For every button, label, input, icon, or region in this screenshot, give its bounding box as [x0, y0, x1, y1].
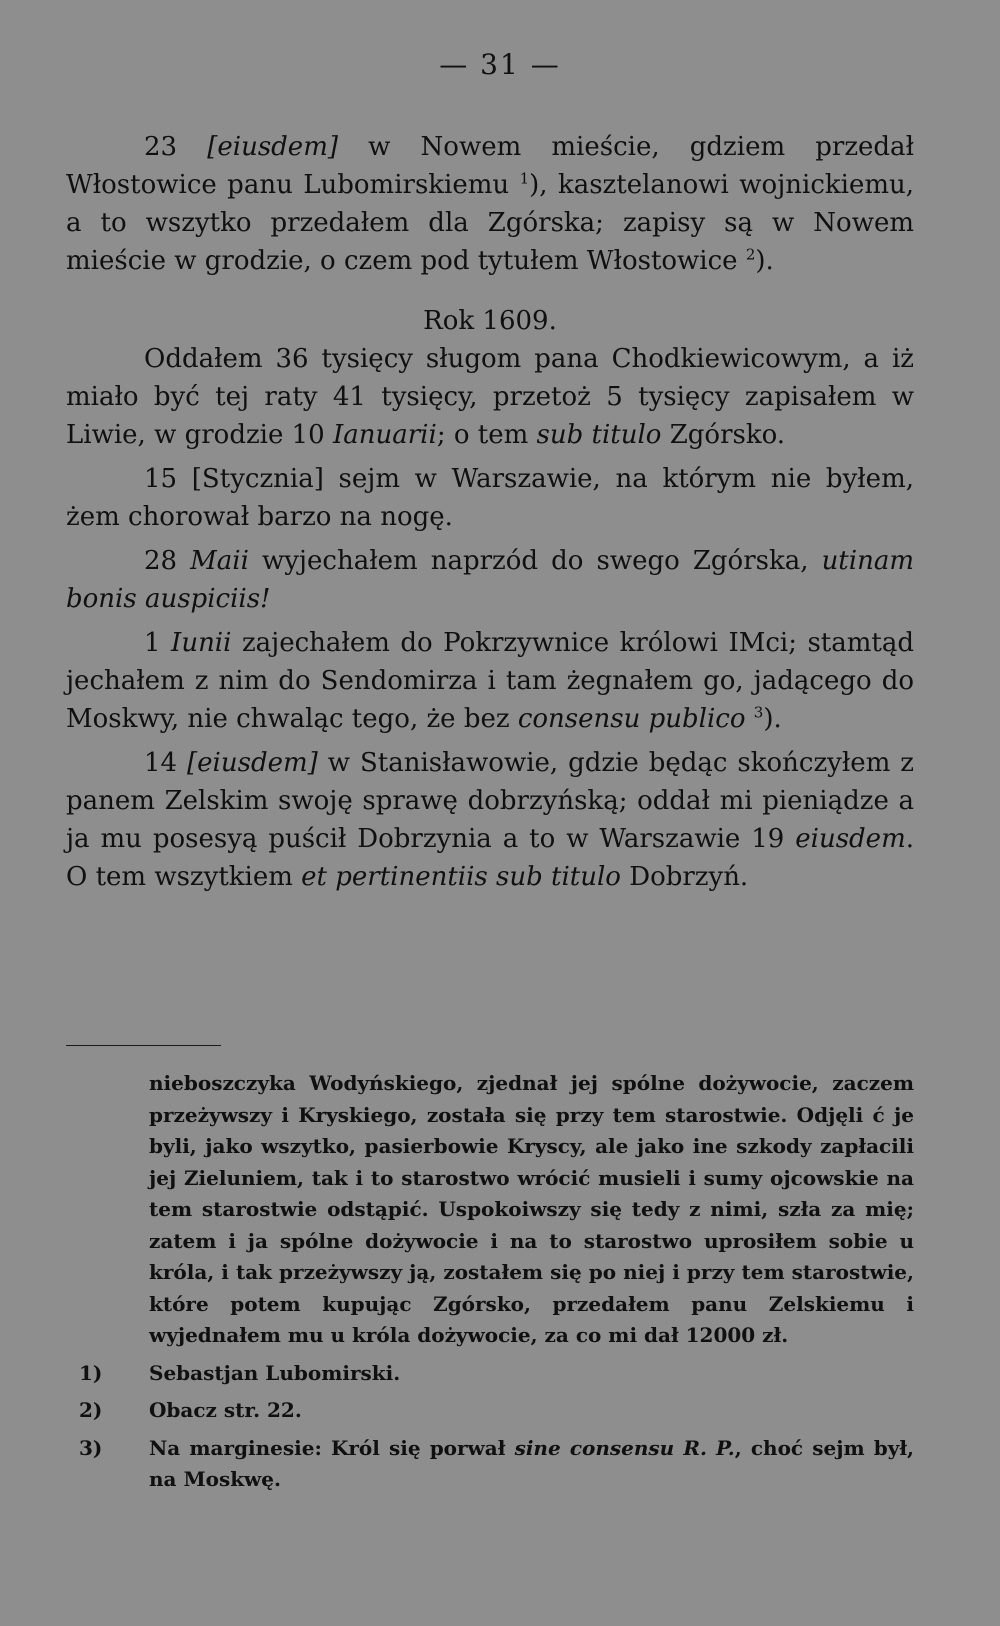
text-run: ). [755, 246, 774, 276]
italic-run: consensu publico [517, 704, 746, 734]
italic-run: sine consensu R. P. [514, 1435, 735, 1460]
footnotes [79, 1068, 914, 1496]
text-run: ). [763, 704, 782, 734]
footnote-number: 2) [79, 1398, 103, 1422]
italic-run: et pertinentiis sub titulo [301, 862, 621, 892]
text-run: 23 [144, 132, 208, 162]
main-text [66, 128, 914, 896]
text-run: 28 [144, 546, 191, 576]
text-run [746, 704, 754, 734]
paragraph-15-stycznia: 15 [Stycznia] sejm w Warszawie, na którym nie byłem, żem chorował barzo na nogę. [66, 464, 914, 532]
paragraph-23-eiusdem [66, 128, 914, 280]
paragraph-28-maii [66, 542, 914, 618]
footnote-1 [79, 1358, 914, 1390]
footnote-ref-2: 2 [745, 245, 756, 264]
text-run: w Stanisławowie, gdzie będąc skończyłem z panem Zelskim swoję sprawę dobrzyńską; oddał mi pieniądze a ja mu posesyą puścił Dobrzynia a to w Warszawie 19 [66, 748, 914, 854]
text-run: Zgórsko. [661, 420, 786, 450]
footnote-3 [79, 1433, 914, 1496]
footnote-text: Sebastjan Lubomirski. [149, 1360, 401, 1385]
text-run: Dobrzyń. [620, 862, 749, 892]
italic-run: Maii [190, 546, 249, 576]
footnote-ref-1: 1 [519, 169, 530, 188]
footnote-number: 1) [79, 1360, 103, 1385]
text-run: w Nowem mieście, gdziem przedał Włostowice panu Lubomirskiemu [66, 132, 914, 200]
text-run: ; o tem [436, 420, 537, 450]
italic-run: utinam bonis auspiciis! [66, 546, 914, 614]
text-run: wyjechałem naprzód do swego Zgórska, [248, 546, 822, 576]
italic-run: [eiusdem] [207, 132, 338, 162]
paragraph-14-eiusdem [66, 744, 914, 896]
italic-run: Ianuarii [332, 420, 437, 450]
text-run: . O tem wszytkiem [66, 824, 914, 892]
italic-run: Iunii [171, 628, 232, 658]
footnote-text [149, 1433, 914, 1496]
italic-run: eiusdem [795, 824, 906, 854]
footnote-ref-3: 3 [753, 703, 764, 722]
page-number: — 31 — [439, 48, 561, 81]
footnote-text: Obacz str. 22. [149, 1398, 302, 1422]
paragraph-oddalem [66, 340, 914, 454]
footnote-number: 3) [79, 1435, 103, 1460]
text-run: ), kasztelanowi wojnickiemu, a to wszytko przedałem dla Zgórska; zapisy są w Nowem mieście w grodzie, o czem pod tytułem Włostowice [66, 170, 914, 276]
text-run: , choć sejm był, na Moskwę. [149, 1435, 914, 1491]
italic-run: [eiusdem] [187, 748, 318, 778]
text-run: 14 [144, 748, 188, 778]
paragraph-1-iunii [66, 624, 914, 738]
footnote-2 [79, 1395, 914, 1427]
year-heading: Rok 1609. [423, 306, 557, 336]
text-run: zajechałem do Pokrzywnice królowi IMci; stamtąd jechałem z nim do Sendomirza i tam żegnałem go, jadącego do Moskwy, nie chwaląc tego, że bez [66, 628, 915, 734]
footnote-continued: nieboszczyka Wodyńskiego, zjednał jej spólne dożywocie, zaczem przeżywszy i Kryskiego, została się przy tem starostwie. Odjęli ć je byli, jako wszytko, pasierbowie Kryscy, ale jako ine szkody zapłacili jej Zieluniem, tak i to starostwo wrócić musieli i sumy ojcowskie na tem starostwie odstąpić. Uspokoiwszy się tedy z nimi, szła za mię; zatem i ja spólne dożywocie i na to starostwo uprosiłem sobie u króla, i tak przeżywszy ją, zostałem się po niej i przy tem starostwie, które potem kupując Zgórsko, przedałem panu Zelskiemu i wyjednałem mu u króla dożywocie, za co mi dał 12000 zł. [149, 1071, 914, 1347]
text-run: 1 [144, 628, 172, 658]
italic-run: sub titulo [536, 420, 662, 450]
footnote-divider [66, 1045, 221, 1046]
text-run: Na marginesie: Król się porwał [149, 1435, 515, 1460]
text-run: Oddałem 36 tysięcy sługom pana Chodkiewicowym, a iż miało być tej raty 41 tysięcy, przetoż 5 tysięcy zapisałem w Liwie, w grodzie 10 [66, 344, 914, 450]
